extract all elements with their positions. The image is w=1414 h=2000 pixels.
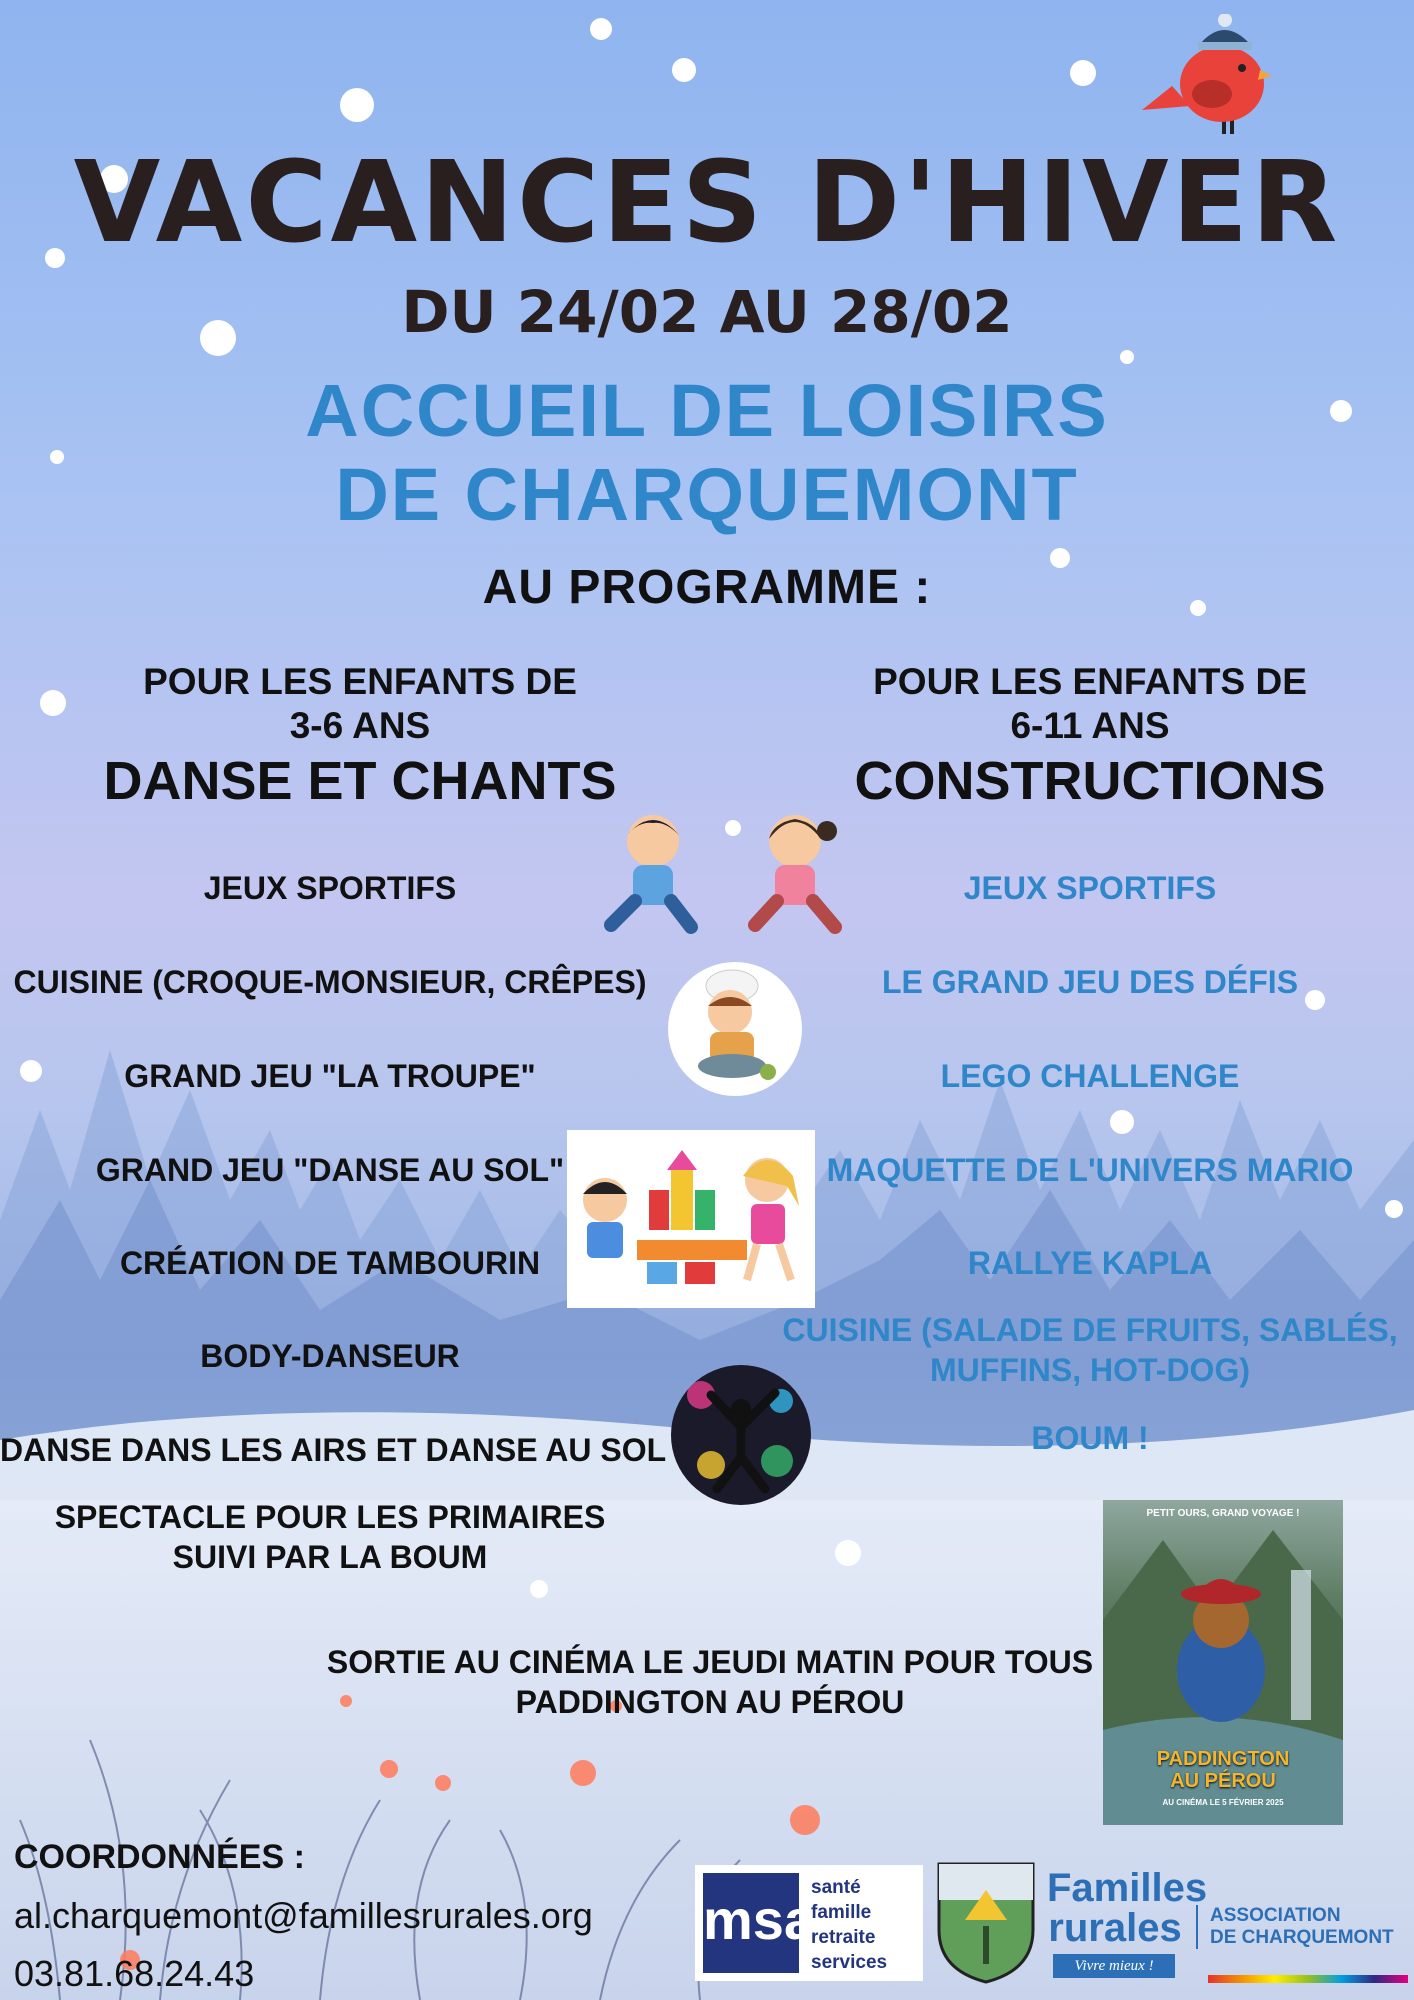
right-activity: LEGO CHALLENGE [940,1058,1240,1094]
left-column-heading [60,660,660,814]
left-age-range: 3-6 ANS [289,705,431,746]
right-activity: LE GRAND JEU DES DÉFIS [881,964,1299,1000]
left-activity: DANSE DANS LES AIRS ET DANSE AU SOL [0,1432,667,1468]
snowflake [530,1580,548,1598]
left-activity: JEUX SPORTIFS [203,870,457,906]
left-theme: DANSE ET CHANTS [103,751,617,811]
snowflake [1120,350,1134,364]
left-activity: CUISINE (CROQUE-MONSIEUR, CRÊPES) [13,964,647,1000]
right-activity: JEUX SPORTIFS [963,870,1217,906]
right-theme: CONSTRUCTIONS [854,751,1326,811]
shield-crest-icon [935,1860,1037,1985]
ember-dot [790,1805,820,1835]
page-title: VACANCES D'HIVER [73,138,1341,268]
msa-mark [703,1873,816,1973]
contact-heading: COORDONNÉES : [14,1838,305,1876]
cooking-child-illustration [668,962,802,1096]
snowflake [1070,60,1096,86]
ember-dot [380,1760,398,1778]
snowflake [835,1540,861,1566]
movie-title-line1: PADDINGTON [1156,1748,1290,1770]
right-age-intro: POUR LES ENFANTS DE [873,661,1307,702]
contact-email[interactable]: al.charquemont@famillesrurales.org [14,1895,593,1936]
snowflake [590,18,612,40]
right-activity: CUISINE (SALADE DE FRUITS, SABLÉS, [782,1312,1398,1348]
ember-dot [570,1760,596,1786]
right-activity: BOUM ! [1031,1420,1149,1456]
right-age-range: 6-11 ANS [1010,705,1170,746]
association-line1: ASSOCIATION [1210,1905,1341,1926]
right-activity: MAQUETTE DE L'UNIVERS MARIO [826,1152,1354,1188]
msa-logo [695,1865,923,1981]
msa-word: famille [811,1902,872,1923]
left-activity: SPECTACLE POUR LES PRIMAIRES [54,1499,606,1535]
snowflake [1385,1200,1403,1218]
left-activity: SUIVI PAR LA BOUM [172,1539,488,1575]
snowflake [340,88,374,122]
right-activity: MUFFINS, HOT-DOG) [930,1352,1250,1388]
association-name [1196,1905,1414,1949]
accueil-heading-line2: DE CHARQUEMONT [335,453,1079,536]
movie-title-line2: AU PÉROU [1170,1770,1276,1792]
bird-icon [1132,14,1272,134]
familles-rurales-logo [1045,1858,1208,1983]
cinema-line2: PADDINGTON AU PÉROU [515,1684,905,1720]
snowflake [672,58,696,82]
snowflake [1110,1110,1134,1134]
contact-phone[interactable]: 03.81.68.24.43 [14,1953,255,1994]
movie-poster [1103,1500,1343,1825]
rainbow-strip [1208,1975,1408,1983]
cinema-outing-text [300,1642,1120,1722]
right-column-heading [790,660,1390,814]
programme-heading: AU PROGRAMME : [482,561,932,614]
building-blocks-illustration [567,1130,815,1308]
fr-logo-line2: rurales [1048,1906,1182,1950]
movie-release: AU CINÉMA LE 5 FÉVRIER 2025 [1162,1798,1284,1807]
left-age-intro: POUR LES ENFANTS DE [143,661,577,702]
movie-title [1103,1748,1343,1792]
left-activity: CRÉATION DE TAMBOURIN [119,1245,541,1281]
ember-dot [435,1775,451,1791]
right-activity: RALLYE KAPLA [967,1245,1213,1281]
left-activity: BODY-DANSEUR [200,1338,460,1374]
dates-subtitle: DU 24/02 AU 28/02 [401,278,1013,346]
fr-logo-line1: Familles [1047,1866,1208,1910]
left-activity: GRAND JEU "DANSE AU SOL" [95,1152,565,1188]
fr-logo-tagline: Vivre mieux ! [1053,1954,1175,1978]
msa-word: services [811,1952,888,1973]
msa-mark-text: msa [703,1888,816,1951]
cinema-line1: SORTIE AU CINÉMA LE JEUDI MATIN POUR TOUS [326,1644,1094,1680]
left-activity: GRAND JEU "LA TROUPE" [124,1058,536,1094]
accueil-heading-line1: ACCUEIL DE LOISIRS [305,369,1109,452]
dancer-silhouette-illustration [671,1365,811,1505]
movie-tagline: PETIT OURS, GRAND VOYAGE ! [1146,1508,1300,1519]
msa-word: santé [811,1877,861,1898]
msa-word: retraite [811,1927,876,1948]
association-line2: DE CHARQUEMONT [1210,1927,1394,1948]
running-kids-illustration [595,805,855,940]
